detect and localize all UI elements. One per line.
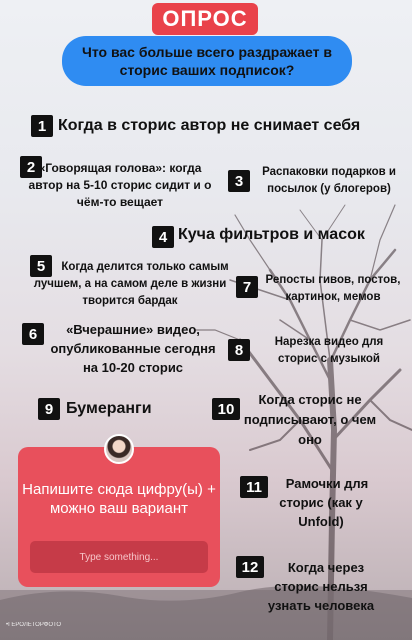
question-answer-placeholder: Type something... <box>79 551 159 563</box>
item-number-9: 9 <box>38 398 60 420</box>
item-text-6: «Вчерашние» видео, опубликованные сегодня на 10-20 сторис <box>50 322 216 375</box>
item-text-8: Нарезка видео для сторис с музыкой <box>274 336 384 365</box>
avatar <box>104 434 134 464</box>
question-sticker-title: Напишите сюда цифру(ы) + можно ваш вариант <box>22 481 216 517</box>
subtitle-text: Что вас больше всего раздражает в сторис ваших подписок? <box>82 44 332 78</box>
footer-tag: •ГЕРОЛЕТОРФОТО <box>6 622 62 628</box>
item-text-9: Бумеранги <box>66 400 152 417</box>
item-text-5: Когда делится только самым лучшем, а на самом деле в жизни творится бардак <box>33 261 229 307</box>
item-text-1: Когда в сторис автор не снимает себя <box>58 117 361 134</box>
item-number-5: 5 <box>30 255 52 277</box>
item-text-12: Когда через сторис нельзя узнать человека <box>267 560 375 613</box>
question-answer-input[interactable] <box>30 541 208 573</box>
item-text-7: Репосты гивов, постов, картинок, мемов <box>265 274 401 303</box>
item-number-6: 6 <box>22 323 44 345</box>
page-title-badge <box>152 3 258 35</box>
item-number-2: 2 <box>20 156 42 178</box>
item-text-3: Распаковки подарков и посылок (у блогеров) <box>262 166 396 195</box>
subtitle-pill <box>62 36 352 86</box>
item-number-12: 12 <box>236 556 264 578</box>
item-number-10: 10 <box>212 398 240 420</box>
item-text-4: Куча фильтров и масок <box>178 226 365 243</box>
item-text-11: Рамочки для сторис (как у Unfold) <box>279 476 369 529</box>
item-number-3: 3 <box>228 170 250 192</box>
question-sticker[interactable] <box>18 447 220 587</box>
item-text-2: «Говорящая голова»: когда автор на 5-10 сторис сидит и о чём-то вещает <box>28 161 212 209</box>
item-number-11: 11 <box>240 476 268 498</box>
item-number-8: 8 <box>228 339 250 361</box>
item-number-7: 7 <box>236 276 258 298</box>
item-number-4: 4 <box>152 226 174 248</box>
item-number-1: 1 <box>31 115 53 137</box>
item-text-10: Когда сторис не подписывают, о чем оно <box>243 392 377 447</box>
page-title: ОПРОС <box>162 6 248 31</box>
